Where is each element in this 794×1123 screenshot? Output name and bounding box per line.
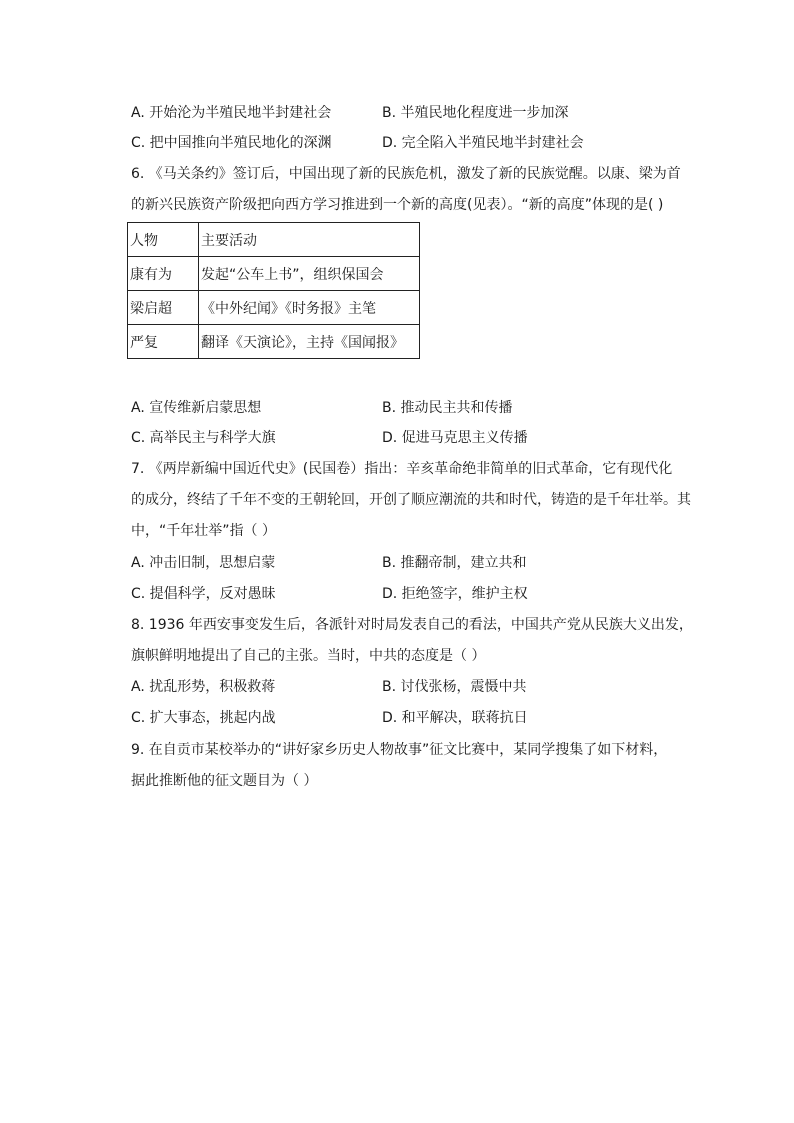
q5-option-c: C. 把中国推向半殖民地化的深渊 — [131, 135, 332, 151]
table-header-cell: 主要活动 — [199, 223, 420, 257]
table-row — [128, 257, 420, 291]
table-cell-activity: 发起“公车上书”，组织保国会 — [199, 257, 420, 291]
q8-stem-line-1: 8. 1936 年西安事变发生后，各派针对时局发表自己的看法，中国共产党从民族大义出发， — [131, 617, 693, 633]
q8-option-c: C. 扩大事态，挑起内战 — [131, 710, 276, 726]
q5-option-d: D. 完全陷入半殖民地半封建社会 — [382, 135, 584, 151]
q8-stem-line-2: 旗帜鲜明地提出了自己的主张。当时，中共的态度是（ ） — [131, 648, 486, 664]
q5-option-a: A. 开始沦为半殖民地半封建社会 — [131, 105, 332, 121]
q9-stem-line-2: 据此推断他的征文题目为（ ） — [131, 773, 318, 789]
q6-option-d: D. 促进马克思主义传播 — [382, 430, 528, 446]
table-row — [128, 291, 420, 325]
q6-table — [127, 222, 420, 359]
q7-stem-line-3: 中，“千年壮举”指（ ） — [131, 523, 276, 539]
q7-option-a: A. 冲击旧制，思想启蒙 — [131, 555, 276, 571]
q7-stem-line-2: 的成分，终结了千年不变的王朝轮回，开创了顺应潮流的共和时代，铸造的是千年壮举。其 — [131, 492, 691, 508]
q7-option-d: D. 拒绝签字，维护主权 — [382, 586, 528, 602]
q7-option-b: B. 推翻帝制，建立共和 — [382, 555, 527, 571]
table-header-cell: 人物 — [128, 223, 199, 257]
q6-stem-line-2: 的新兴民族资产阶级把向西方学习推进到一个新的高度(见表）。“新的高度”体现的是( ) — [131, 197, 664, 213]
q5-option-b: B. 半殖民地化程度进一步加深 — [382, 105, 569, 121]
q7-option-c: C. 提倡科学，反对愚昧 — [131, 586, 276, 602]
table-header-row — [128, 223, 420, 257]
q7-stem-line-1: 7. 《两岸新编中国近代史》(民国卷）指出：辛亥革命绝非简单的旧式革命，它有现代化 — [131, 461, 673, 477]
table-cell-person: 康有为 — [128, 257, 199, 291]
q6-option-c: C. 高举民主与科学大旗 — [131, 430, 276, 446]
q6-option-a: A. 宣传维新启蒙思想 — [131, 400, 262, 416]
q8-option-d: D. 和平解决，联蒋抗日 — [382, 710, 528, 726]
q8-option-a: A. 扰乱形势，积极救蒋 — [131, 679, 276, 695]
q8-option-b: B. 讨伐张杨，震慑中共 — [382, 679, 527, 695]
q6-option-b: B. 推动民主共和传播 — [382, 400, 513, 416]
table-cell-person: 梁启超 — [128, 291, 199, 325]
q9-stem-line-1: 9. 在自贡市某校举办的“讲好家乡历史人物故事”征文比赛中，某同学搜集了如下材料， — [131, 742, 668, 758]
table-row — [128, 325, 420, 359]
table-cell-activity: 翻译《天演论》，主持《国闻报》 — [199, 325, 420, 359]
q6-stem-line-1: 6. 《马关条约》签订后，中国出现了新的民族危机，激发了新的民族觉醒。以康、梁为首 — [131, 166, 681, 182]
table-cell-activity: 《中外纪闻》《时务报》主笔 — [199, 291, 420, 325]
table-cell-person: 严复 — [128, 325, 199, 359]
